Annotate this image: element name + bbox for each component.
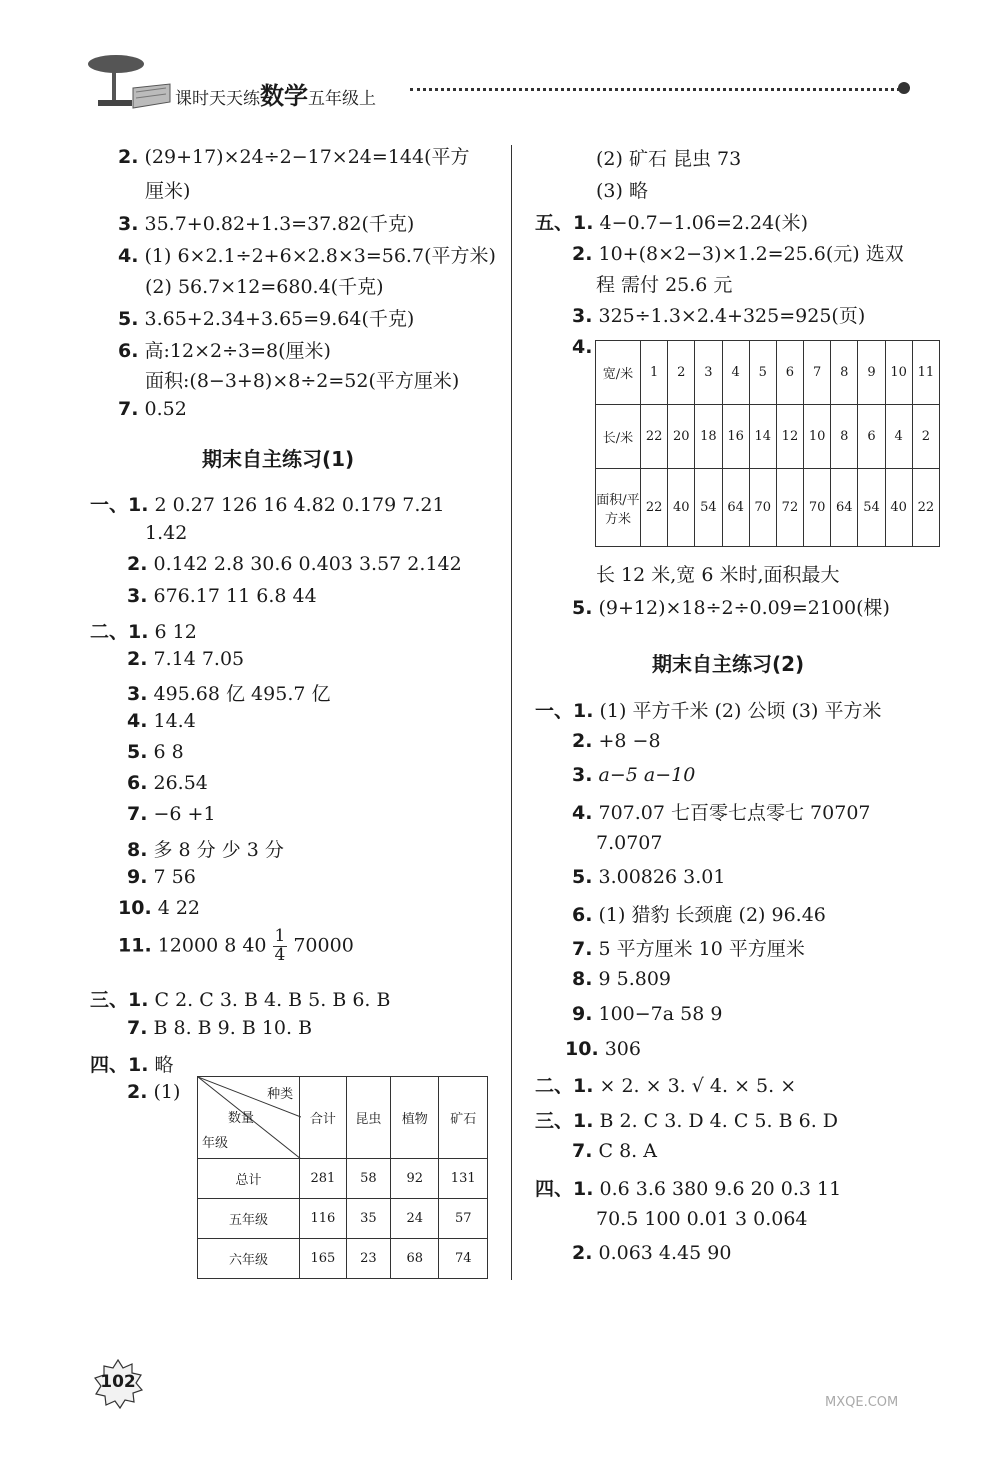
grid-row-header: 面积/平方米 <box>596 469 641 547</box>
grid-cell: 16 <box>722 405 749 469</box>
header-grade: 五年级上 <box>308 89 376 109</box>
q2-2: 2. 7.14 7.05 <box>127 648 245 670</box>
p2-1: 二、1. × 2. × 3. √ 4. × 5. × <box>535 1075 797 1097</box>
grid-cell: 11 <box>912 341 939 405</box>
table-row: 六年级 165 23 68 74 <box>198 1239 488 1279</box>
q2-1: 二、1. 6 12 <box>90 621 197 643</box>
answer-left-5: 5. 3.65+2.34+3.65=9.64(千克) <box>118 308 415 330</box>
grid-cell: 70 <box>749 469 776 547</box>
q5-5: 5. (9+12)×18÷2÷0.09=2100(棵) <box>572 597 890 619</box>
q5-4: 4. <box>572 336 593 358</box>
p1-4: 4. 707.07 七百零七点零七 70707 <box>572 802 871 824</box>
grid-cell: 9 <box>858 341 885 405</box>
table-row <box>596 469 940 547</box>
q2-3: 3. 495.68 亿 495.7 亿 <box>127 683 331 705</box>
grid-row-header: 宽/米 <box>596 341 641 405</box>
grid-cell: 2 <box>912 405 939 469</box>
q5-2-cont: 程 需付 25.6 元 <box>596 274 733 296</box>
p4-1-cont: 70.5 100 0.01 3 0.064 <box>596 1208 808 1230</box>
q2-10: 10. 4 22 <box>118 897 201 919</box>
grid-cell: 40 <box>668 469 695 547</box>
area-conclusion: 长 12 米,宽 6 米时,面积最大 <box>596 564 840 586</box>
p3-7: 7. C 8. A <box>572 1140 657 1162</box>
section-title-2: 期末自主练习(2) <box>652 652 805 676</box>
grid-cell: 12 <box>776 405 803 469</box>
grid-cell: 8 <box>831 341 858 405</box>
q2-7: 7. −6 +1 <box>127 803 216 825</box>
q5-3: 3. 325÷1.3×2.4+325=925(页) <box>572 305 866 327</box>
q2-4: 4. 14.4 <box>127 710 196 732</box>
header-series: 课时天天练 <box>175 89 260 109</box>
grid-cell: 40 <box>885 469 912 547</box>
answer-right-2-3: (3) 略 <box>596 180 648 202</box>
table-col-header: 矿石 <box>439 1077 488 1159</box>
page-number-badge <box>92 1358 144 1410</box>
table-row: 总计 281 58 92 131 <box>198 1159 488 1199</box>
section-title-1: 期末自主练习(1) <box>202 447 355 471</box>
table-row: 五年级 116 35 24 57 <box>198 1199 488 1239</box>
p1-4-cont: 7.0707 <box>596 832 663 854</box>
answer-left-6: 6. 高:12×2÷3=8(厘米) <box>118 340 331 362</box>
q1-2: 2. 0.142 2.8 30.6 0.403 3.57 2.142 <box>127 553 462 575</box>
table-col-header: 合计 <box>300 1077 347 1159</box>
grid-cell: 54 <box>695 469 722 547</box>
answer-left-2-cont: 厘米) <box>145 180 191 202</box>
q3-1: 三、1. C 2. C 3. B 4. B 5. B 6. B <box>90 989 391 1011</box>
p1-10: 10. 306 <box>565 1038 641 1060</box>
grid-cell: 4 <box>722 341 749 405</box>
grid-cell: 6 <box>858 405 885 469</box>
grid-cell: 4 <box>885 405 912 469</box>
grid-cell: 70 <box>804 469 831 547</box>
p1-7: 7. 5 平方厘米 10 平方厘米 <box>572 938 805 960</box>
grid-cell: 64 <box>722 469 749 547</box>
watermark: MXQE.COM <box>825 1395 899 1410</box>
p4-2: 2. 0.063 4.45 90 <box>572 1242 732 1264</box>
table-row <box>596 341 940 405</box>
answer-left-4: 4. (1) 6×2.1÷2+6×2.8×3=56.7(平方米) <box>118 245 496 267</box>
q2-8: 8. 多 8 分 少 3 分 <box>127 839 284 861</box>
q4-2: 2. (1) <box>127 1081 181 1103</box>
q1-1: 一、1. 2 0.27 126 16 4.82 0.179 7.21 <box>90 494 445 516</box>
grid-cell: 3 <box>695 341 722 405</box>
p1-1: 一、1. (1) 平方千米 (2) 公顷 (3) 平方米 <box>535 700 882 722</box>
grid-cell: 14 <box>749 405 776 469</box>
table-row <box>596 405 940 469</box>
answer-left-7: 7. 0.52 <box>118 398 187 420</box>
answer-left-3: 3. 35.7+0.82+1.3=37.82(千克) <box>118 213 415 235</box>
p3-1: 三、1. B 2. C 3. D 4. C 5. B 6. D <box>535 1110 839 1132</box>
table-col-header: 昆虫 <box>346 1077 390 1159</box>
page-number: 102 <box>100 1372 136 1392</box>
p1-2: 2. +8 −8 <box>572 730 661 752</box>
q1-3: 3. 676.17 11 6.8 44 <box>127 585 317 607</box>
p4-1: 四、1. 0.6 3.6 380 9.6 20 0.3 11 <box>535 1178 842 1200</box>
area-table <box>595 340 940 547</box>
p1-3: 3. a−5 a−10 <box>572 764 696 786</box>
p1-6: 6. (1) 猎豹 长颈鹿 (2) 96.46 <box>572 904 826 926</box>
q1-1-cont: 1.42 <box>145 522 188 544</box>
q2-6: 6. 26.54 <box>127 772 208 794</box>
q5-1: 五、1. 4−0.7−1.06=2.24(米) <box>535 212 808 234</box>
grid-cell: 10 <box>804 405 831 469</box>
q2-11: 11. 12000 8 40 $\frac{1}{4}$ 70000 <box>118 926 354 965</box>
answer-left-2: 2. (29+17)×24÷2−17×24=144(平方 <box>118 146 470 168</box>
grid-cell: 10 <box>885 341 912 405</box>
grid-cell: 2 <box>668 341 695 405</box>
grid-cell: 7 <box>804 341 831 405</box>
p1-5: 5. 3.00826 3.01 <box>572 866 726 888</box>
q5-2: 2. 10+(8×2−3)×1.2=25.6(元) 选双 <box>572 243 904 265</box>
grid-cell: 5 <box>749 341 776 405</box>
answer-left-6-area: 面积:(8−3+8)×8÷2=52(平方厘米) <box>145 370 460 392</box>
grid-cell: 64 <box>831 469 858 547</box>
answer-right-2-2: (2) 矿石 昆虫 73 <box>596 148 742 170</box>
grid-cell: 22 <box>912 469 939 547</box>
header-subject: 数学 <box>260 82 308 110</box>
grid-row-header: 长/米 <box>596 405 641 469</box>
grid-cell: 72 <box>776 469 803 547</box>
grid-cell: 22 <box>641 469 668 547</box>
grid-cell: 1 <box>641 341 668 405</box>
fraction: $\frac{1}{4}$ <box>274 926 286 965</box>
q3-7: 7. B 8. B 9. B 10. B <box>127 1017 313 1039</box>
grid-cell: 18 <box>695 405 722 469</box>
grid-cell: 6 <box>776 341 803 405</box>
grid-cell: 54 <box>858 469 885 547</box>
answer-left-4-2: (2) 56.7×12=680.4(千克) <box>145 276 384 298</box>
q2-5: 5. 6 8 <box>127 741 184 763</box>
grid-cell: 8 <box>831 405 858 469</box>
diag-kind: 种类 <box>267 1087 294 1102</box>
q2-9: 9. 7 56 <box>127 866 196 888</box>
grid-cell: 22 <box>641 405 668 469</box>
p1-9: 9. 100−7a 58 9 <box>572 1003 723 1025</box>
q4-1: 四、1. 略 <box>90 1054 174 1076</box>
p1-8: 8. 9 5.809 <box>572 968 672 990</box>
diag-qty: 数量 <box>228 1111 255 1126</box>
table-col-header: 植物 <box>391 1077 439 1159</box>
grid-cell: 20 <box>668 405 695 469</box>
diag-grade: 年级 <box>202 1136 229 1151</box>
